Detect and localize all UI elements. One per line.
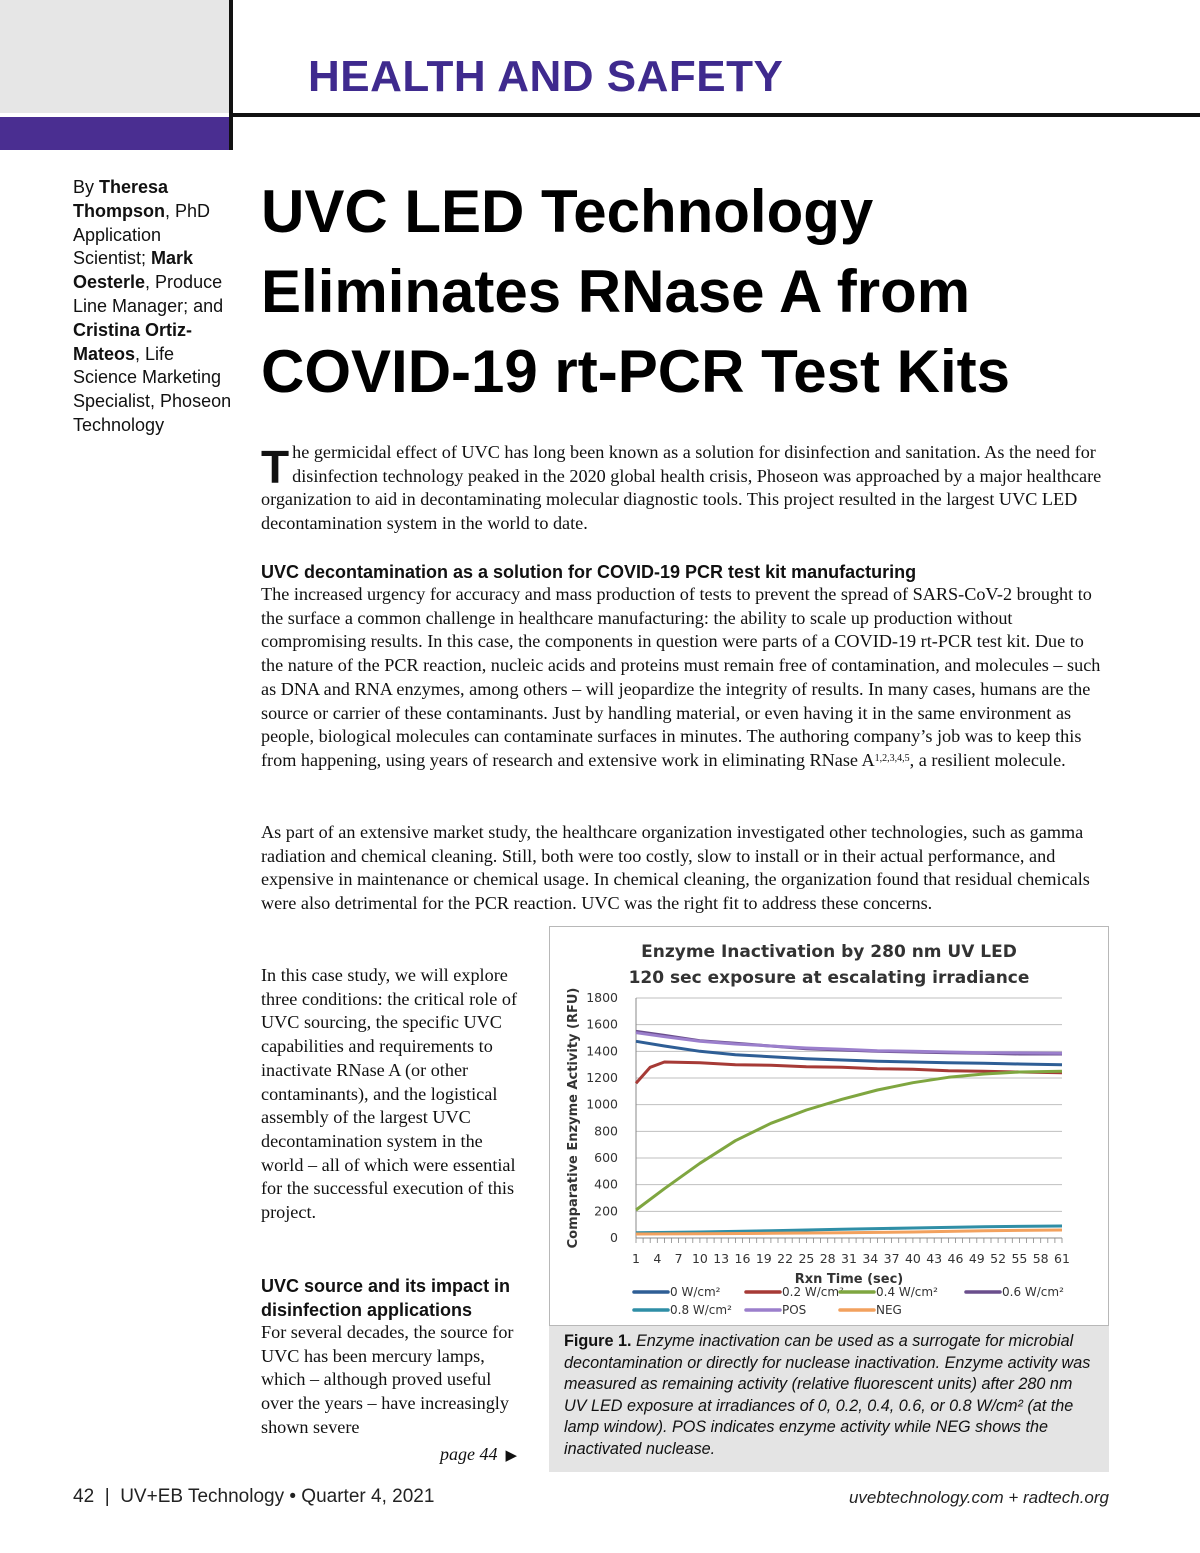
y-tick-label: 1800	[586, 990, 618, 1005]
byline-author-1-role: , PhD Application Scientist;	[73, 200, 211, 269]
figure-1	[549, 926, 1109, 1472]
section1-text-end: , a resilient molecule.	[909, 749, 1066, 770]
chart-subtitle: 120 sec exposure at escalating irradiance	[628, 968, 1030, 988]
legend-label: NEG	[876, 1303, 902, 1317]
x-tick-label: 37	[883, 1251, 900, 1266]
legend-label: 0.4 W/cm²	[876, 1285, 938, 1299]
page-continuation-label: page 44	[440, 1444, 498, 1464]
x-tick-label: 4	[653, 1251, 662, 1266]
legend-label: 0 W/cm²	[670, 1285, 721, 1299]
chart-frame	[549, 926, 1109, 1326]
x-tick-label: 1	[632, 1251, 640, 1266]
lead-text: he germicidal effect of UVC has long been known as a solution for disinfection and sanitation. As the need for disinfection technology peaked in the 2020 global health crisis, Phoseon was approached by a major healthcare organization to aid in decontaminating molecular diagnostic tools. This project resulted in the largest UVC LED decontamination system in the world to date.	[261, 442, 1102, 534]
figure-caption-label: Figure 1.	[564, 1332, 632, 1350]
header-accent-bar	[0, 117, 229, 150]
header-corner-box	[0, 0, 229, 113]
x-tick-label: 16	[734, 1251, 751, 1266]
article-headline: UVC LED Technology Eliminates RNase A from COVID-19 rt-PCR Test Kits	[261, 178, 1011, 405]
byline-prefix: By	[73, 177, 100, 197]
footer-left	[73, 1486, 434, 1508]
page-continuation[interactable]	[440, 1444, 517, 1465]
byline-author-3-role: , Life Science Marketing Specialist, Phoseon Technology	[73, 343, 232, 435]
byline	[73, 176, 238, 438]
y-tick-label: 200	[594, 1203, 618, 1219]
section1-paragraph-3: In this case study, we will explore three conditions: the critical role of UVC sourcing, the specific UVC capabilities and requirements to inactivate RNase A (or other contaminants), and the logistical assembly of the largest UVC decontamination system in the world – all of which were essential for the successful execution of this project.	[261, 965, 518, 1223]
y-tick-label: 1000	[586, 1096, 618, 1112]
byline-author-1: Theresa Thompson	[73, 177, 169, 221]
legend-label: 0.8 W/cm²	[670, 1303, 732, 1317]
byline-author-2-role: , Produce Line Manager; and	[73, 272, 224, 316]
footer-page-number: 42	[73, 1486, 95, 1507]
x-tick-label: 34	[862, 1251, 879, 1266]
section1-paragraph-2: As part of an extensive market study, the healthcare organization investigated other technologies, such as gamma radiation and chemical cleaning. Still, both were too costly, slow to install or in their actual performance, and expensive in maintenance or chemical usage. In chemical cleaning, the organization found that residual chemicals were also detrimental for the PCR reaction. UVC was the right fit to address these concerns.	[261, 822, 1090, 914]
x-tick-label: 28	[819, 1251, 836, 1266]
byline-author-3: Cristina Ortiz-Mateos	[73, 319, 193, 364]
drop-cap: T	[261, 441, 290, 493]
x-tick-label: 13	[713, 1251, 730, 1266]
section2-paragraph: For several decades, the source for UVC has been mercury lamps, which – although proved useful over the years – have increasingly shown severe	[261, 1322, 514, 1437]
figure-caption	[564, 1331, 1096, 1460]
x-tick-label: 22	[777, 1251, 794, 1266]
header-horizontal-rule	[229, 113, 1200, 117]
header-vertical-rule	[229, 0, 233, 150]
y-tick-label: 1400	[586, 1043, 618, 1059]
x-tick-label: 58	[1032, 1251, 1049, 1266]
x-tick-label: 31	[841, 1251, 857, 1266]
section2-heading: UVC source and its impact in disinfection applications	[261, 1276, 511, 1320]
section-title: HEALTH AND SAFETY	[308, 52, 784, 101]
y-tick-label: 1600	[586, 1016, 618, 1032]
lead-paragraph	[261, 441, 1109, 536]
y-tick-label: 1200	[586, 1070, 618, 1085]
section1-paragraph-1	[261, 583, 1109, 773]
figure-caption-text: Enzyme inactivation can be used as a surrogate for microbial decontamination or directly for nuclease inactivation. Enzyme activity was measured as remaining activity (relative fluorescent units) after 280 nm UV LED exposure at irradiances of 0, 0.2, 0.4, 0.6, or 0.8 W/cm² (at the lamp window). POS indicates enzyme activity while NEG shows the inactivated nuclease.	[564, 1332, 1091, 1458]
x-tick-label: 10	[691, 1251, 708, 1266]
x-tick-label: 52	[990, 1251, 1007, 1266]
x-tick-label: 19	[755, 1251, 772, 1266]
x-axis-label: Rxn Time (sec)	[794, 1272, 904, 1287]
play-arrow-icon: ▶	[505, 1448, 518, 1464]
enzyme-chart	[550, 927, 1108, 1325]
series-line	[636, 1071, 1062, 1210]
footer-separator: |	[104, 1486, 110, 1507]
y-tick-label: 800	[594, 1123, 618, 1139]
y-axis-label: Comparative Enzyme Activity (RFU)	[566, 987, 581, 1249]
legend-label: 0.2 W/cm²	[782, 1285, 844, 1299]
y-tick-label: 600	[594, 1150, 618, 1165]
section1-text: The increased urgency for accuracy and mass production of tests to prevent the spread of SARS-CoV-2 brought to the surface a common challenge in healthcare manufacturing: the ability to scale up production without compromising results. In this case, the components in question were parts of a COVID-19 rt-PCR test kit. Due to the nature of the PCR reaction, nucleic acids and proteins must remain free of contamination, and molecules – such as DNA and RNA enzymes, among others – will jeopardize the integrity of results. In many cases, humans are the source or carrier of these contaminants. Just by handling material, or even having it in the same environment as people, biological molecules can contaminate surfaces in minutes. The authoring company’s job was to keep this from happening, using years of research and extensive work in eliminating RNase A	[261, 584, 1101, 770]
chart-title: Enzyme Inactivation by 280 nm UV LED	[641, 942, 1017, 962]
legend-label: 0.6 W/cm²	[1002, 1285, 1064, 1299]
x-tick-label: 46	[947, 1251, 964, 1266]
byline-author-2: Mark Oesterle	[73, 248, 194, 293]
x-tick-label: 7	[674, 1251, 683, 1266]
x-tick-label: 55	[1011, 1251, 1028, 1266]
x-tick-label: 49	[968, 1251, 985, 1266]
reference-superscript: 1,2,3,4,5	[874, 752, 910, 764]
y-tick-label: 400	[594, 1176, 618, 1192]
x-tick-label: 61	[1054, 1251, 1070, 1266]
footer-websites: uvebtechnology.com + radtech.org	[848, 1488, 1109, 1507]
footer-publication: UV+EB Technology • Quarter 4, 2021	[120, 1486, 435, 1507]
x-tick-label: 40	[904, 1251, 921, 1266]
x-tick-label: 43	[926, 1251, 943, 1266]
y-tick-label: 0	[610, 1230, 618, 1245]
section1-heading: UVC decontamination as a solution for COVID-19 PCR test kit manufacturing	[261, 562, 917, 582]
legend-label: POS	[782, 1303, 807, 1317]
x-tick-label: 25	[798, 1251, 815, 1266]
